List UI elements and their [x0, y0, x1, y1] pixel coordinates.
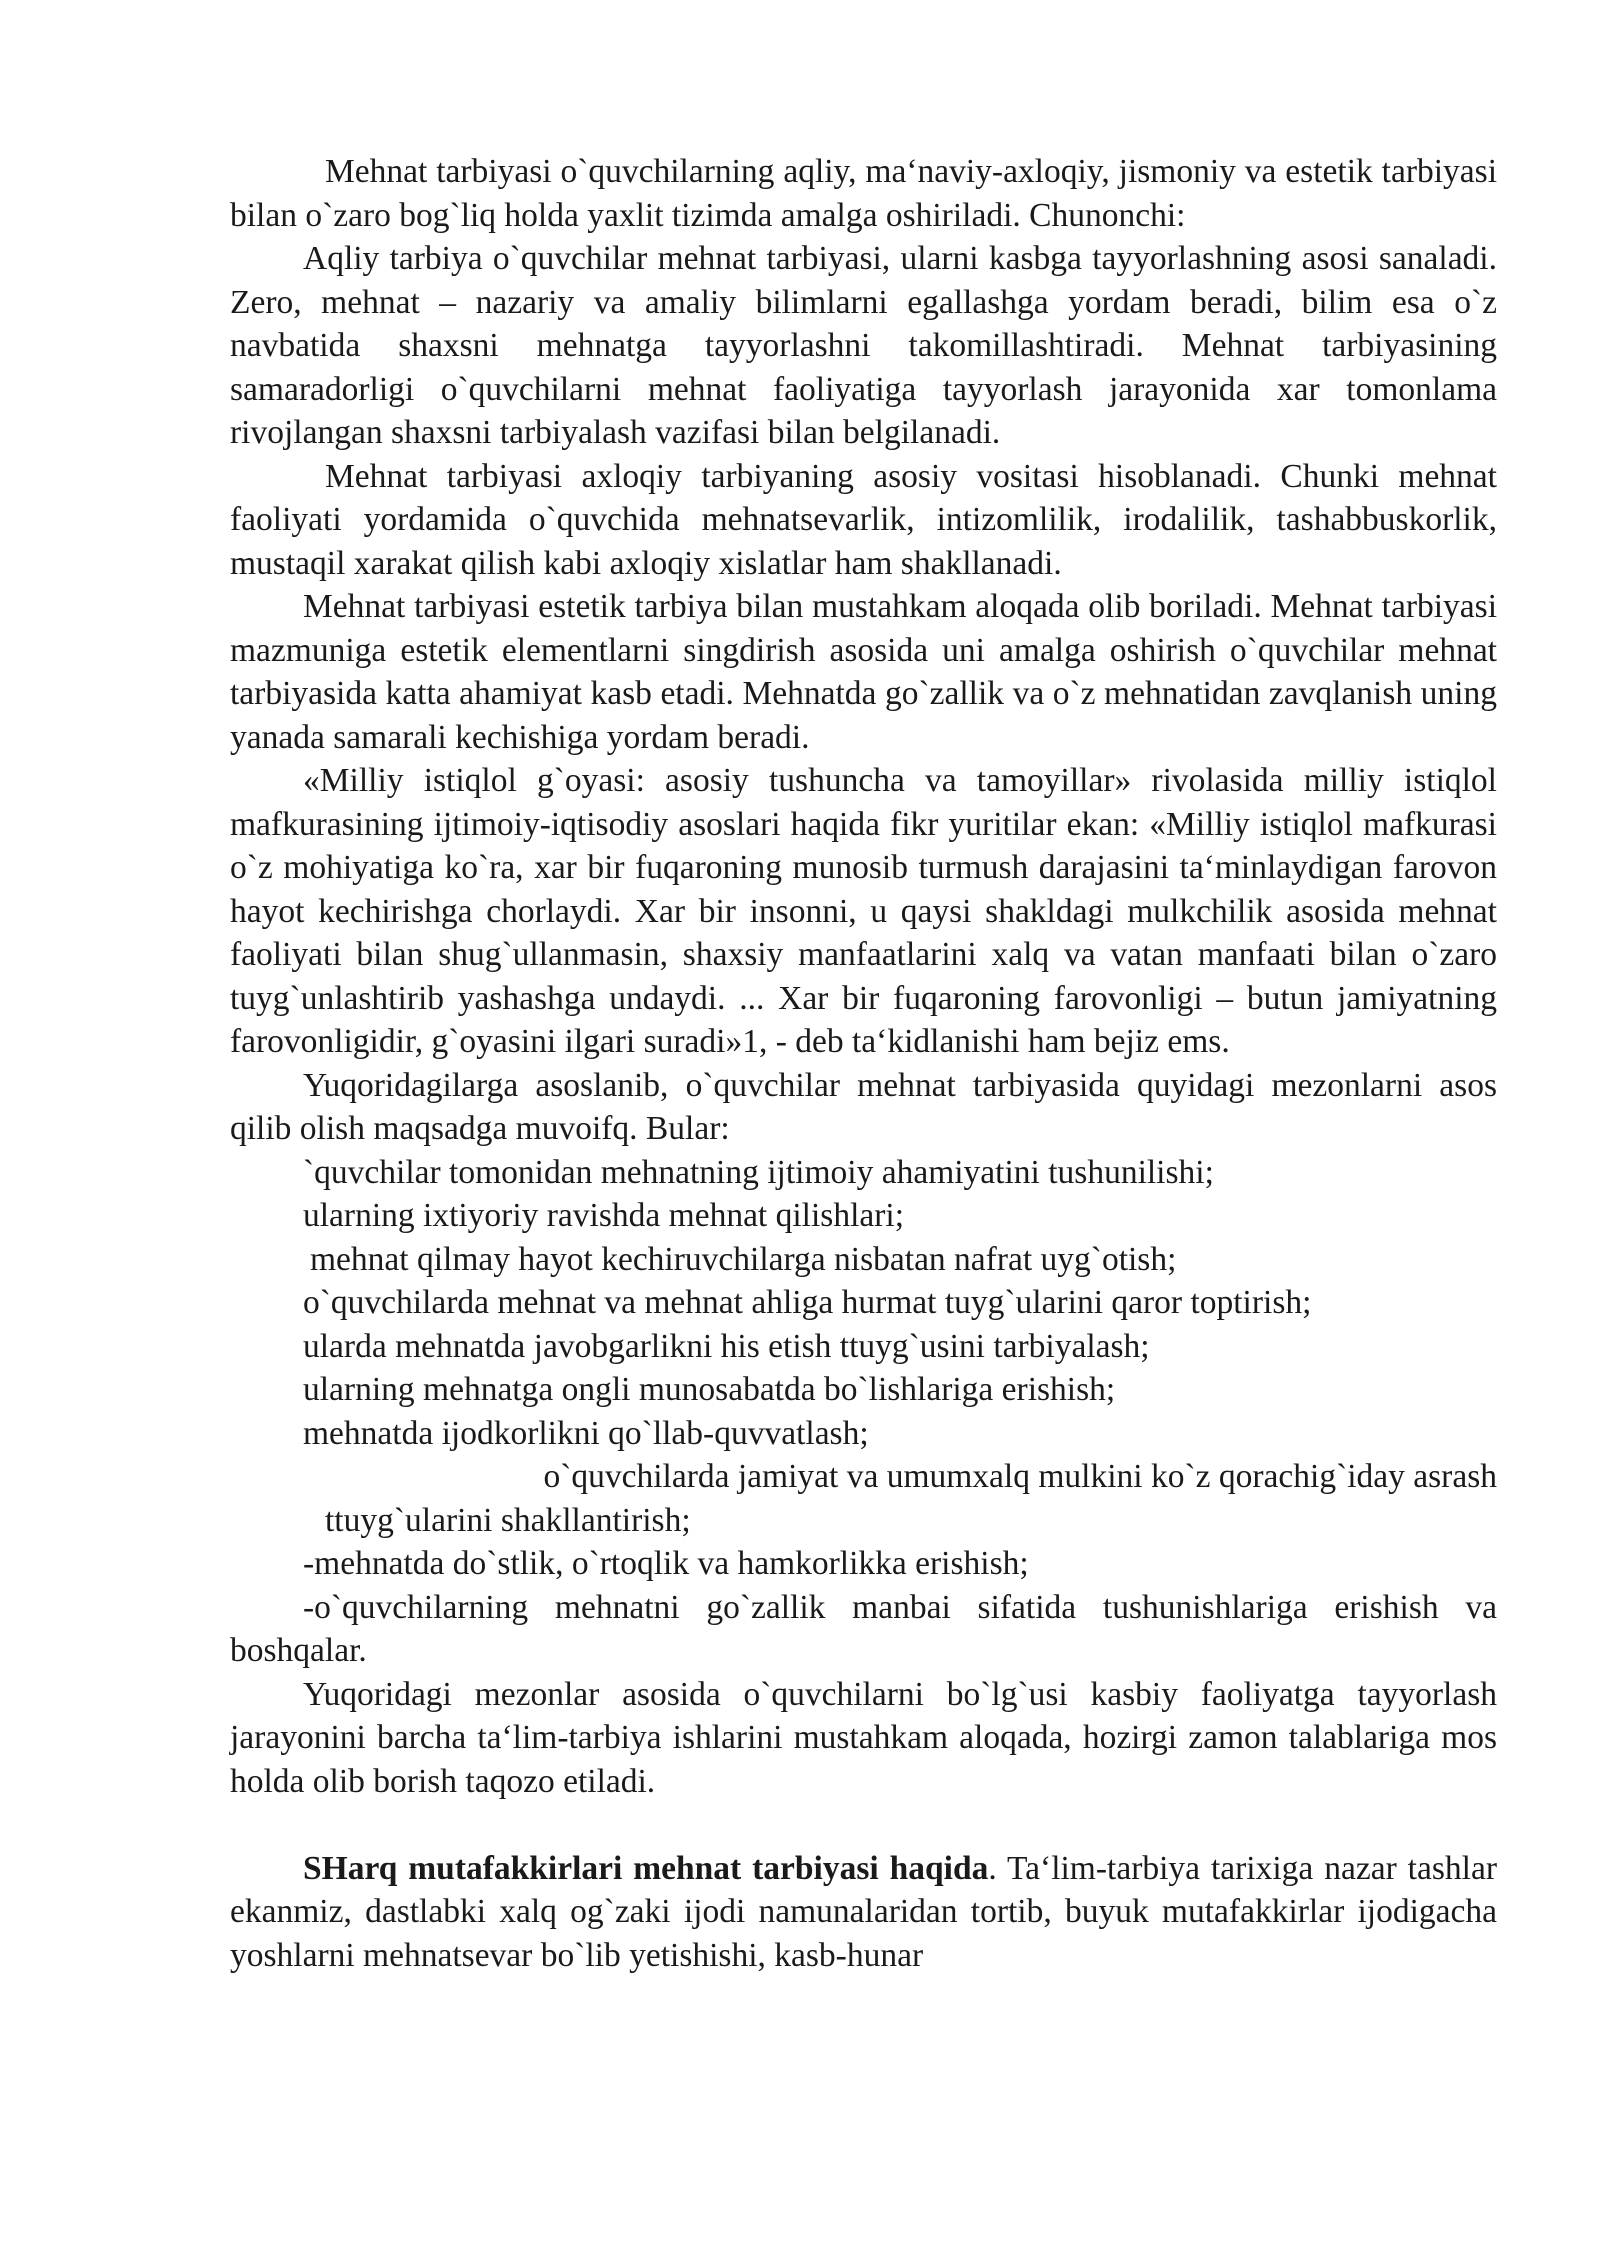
paragraph-moral-education: Mehnat tarbiyasi axloqiy tarbiyaning asosiy vositasi hisoblanadi. Chunki mehnat faoliyati yordamida o`quvchida mehnatsevarlik, intizomlilik, irodalilik, tashabbuskorlik, mustaqil xarakat qilish kabi axloqiy xislatlar ham shakllanadi.: [230, 457, 1497, 582]
paragraph-intro: Mehnat tarbiyasi o`quvchilarning aqliy, ma‘naviy-axloqiy, jismoniy va estetik tarbiyasi bilan o`zaro bog`liq holda yaxlit tizimda amalga oshiriladi. Chunonchi:: [230, 153, 1497, 234]
list-item-line: ttuyg`ularini shakllantirish;: [325, 1501, 691, 1539]
paragraph-national-ideology: «Milliy istiqlol g`oyasi: asosiy tushuncha va tamoyillar» rivolasida milliy istiqlol mafkurasining ijtimoiy-iqtisodiy asoslari haqida fikr yuritilar ekan: «Milliy istiqlol mafkurasi o`z mohiyatiga ko`ra, xar bir fuqaroning munosib turmush darajasini ta‘minlaydigan farovon hayot kechirishga chorlaydi. Xar bir insonni, u qaysi shakldagi mulkchilik asosida mehnat faoliyati bilan shug`ullanmasin, shaxsiy manfaatlarini xalq va vatan manfaati bilan o`zaro tuyg`unlashtirib yashashga undaydi. ... Xar bir fuqaroning farovonligi – butun jamiyatning farovonligidir, g`oyasini ilgari suradi»1, - deb ta‘kidlanishi ham bejiz ems.: [230, 762, 1497, 1060]
section-text: . Ta‘lim-tarbiya tarixiga nazar tashlar ekanmiz, dastlabki xalq og`zaki ijodi namunalaridan tortib, buyuk mutafakkirlar ijodigacha yoshlarni mehnatsevar bo`lib yetishishi, kasb-hunar: [230, 1849, 1497, 1974]
paragraph-closing: Yuqoridagi mezonlar asosida o`quvchilarni bo`lg`usi kasbiy faoliyatga tayyorlash jarayonini barcha ta‘lim-tarbiya ishlarini mustahkam aloqada, hozirgi zamon talablariga mos holda olib borish taqozo etiladi.: [230, 1675, 1497, 1800]
list-item-line: o`quvchilarda jamiyat va umumxalq mulkini ko`z qorachig`iday asrash: [543, 1458, 1497, 1495]
list-item: ularda mehnatda javobgarlikni his etish ttuyg`usini tarbiyalash;: [303, 1327, 1150, 1365]
paragraph-mental-education: Aqliy tarbiya o`quvchilar mehnat tarbiyasi, ularni kasbga tayyorlashning asosi sanaladi. Zero, mehnat – nazariy va amaliy bilimlarni egallashga yordam beradi, bilim esa o`z navbatida shaxsni mehnatga tayyorlashni takomillashtiradi. Mehnat tarbiyasining samaradorligi o`quvchilarni mehnat faoliyatiga tayyorlash jarayonida xar tomonlama rivojlangan shaxsni tarbiyalash vazifasi bilan belgilanadi.: [230, 240, 1497, 451]
list-item: o`quvchilarda mehnat va mehnat ahliga hurmat tuyg`ularini qaror toptirish;: [303, 1284, 1312, 1321]
list-item: [230, 1455, 1497, 1542]
list-item: -mehnatda do`stlik, o`rtoqlik va hamkorlikka erishish;: [303, 1545, 1029, 1582]
list-item: mehnat qilmay hayot kechiruvchilarga nisbatan nafrat uyg`otish;: [310, 1240, 1177, 1278]
section-eastern-thinkers: [230, 1847, 1497, 1978]
list-item: ularning mehnatga ongli munosabatda bo`lishlariga erishish;: [303, 1371, 1116, 1408]
section-spacer: [230, 1803, 1497, 1847]
document-page: [230, 150, 1497, 1977]
list-item: -o`quvchilarning mehnatni go`zallik manbai sifatida tushunishlariga erishish va boshqalar.: [230, 1588, 1497, 1669]
list-item: `quvchilar tomonidan mehnatning ijtimoiy ahamiyatini tushunilishi;: [303, 1153, 1214, 1191]
paragraph-aesthetic-education: Mehnat tarbiyasi estetik tarbiya bilan mustahkam aloqada olib boriladi. Mehnat tarbiyasi mazmuniga estetik elementlarni singdirish asosida uni amalga oshirish o`quvchilar mehnat tarbiyasida katta ahamiyat kasb etadi. Mehnatda go`zallik va o`z mehnatidan zavqlanish uning yanada samarali kechishiga yordam beradi.: [230, 588, 1497, 756]
list-item: mehnatda ijodkorlikni qo`llab-quvvatlash;: [303, 1414, 869, 1452]
paragraph-criteria-intro: Yuqoridagilarga asoslanib, o`quvchilar mehnat tarbiyasida quyidagi mezonlarni asos qilib olish maqsadga muvoifq. Bular:: [230, 1066, 1497, 1147]
criteria-list: [230, 1151, 1497, 1673]
section-heading: SHarq mutafakkirlari mehnat tarbiyasi haqida: [303, 1849, 989, 1887]
list-item: ularning ixtiyoriy ravishda mehnat qilishlari;: [303, 1197, 905, 1234]
